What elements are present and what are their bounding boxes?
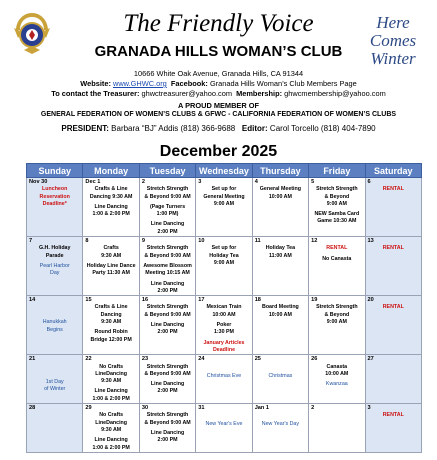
event-text: 11:00 AM xyxy=(269,252,292,259)
holiday-label: 1st Day xyxy=(45,378,64,385)
alert-text: RENTAL xyxy=(326,245,348,252)
day-number: 9 xyxy=(141,238,145,245)
alert-text: Reservation xyxy=(39,193,70,200)
day-number: 8 xyxy=(85,238,89,245)
calendar-day-cell xyxy=(309,355,365,404)
spacer xyxy=(142,217,193,220)
day-number: 28 xyxy=(29,405,36,412)
day-number: 2 xyxy=(311,405,315,412)
day-number: 24 xyxy=(198,356,205,363)
event-text: Line Dancing xyxy=(150,221,185,228)
event-text: General Meeting xyxy=(203,193,245,200)
event-text: 2:00 PM xyxy=(157,388,178,395)
event-text: 1:00 & 2:00 PM xyxy=(92,211,130,218)
event-text: 1:00 PM) xyxy=(156,211,179,218)
day-number: 22 xyxy=(85,356,92,363)
calendar-day-cell xyxy=(196,178,252,237)
day-number: Dec 1 xyxy=(85,179,101,185)
day-number: 29 xyxy=(85,405,92,412)
spacer xyxy=(29,315,80,318)
event-text: Parade xyxy=(45,252,64,259)
calendar-day-cell xyxy=(83,355,139,404)
weekday-friday: Friday xyxy=(309,164,365,178)
spacer xyxy=(85,384,136,387)
event-text: Awesome Blossom xyxy=(143,262,192,269)
calendar-day-cell xyxy=(196,296,252,355)
spacer xyxy=(142,259,193,262)
event-text: 9:00 AM xyxy=(213,200,235,207)
event-text: Mexican Train xyxy=(206,304,242,311)
weekday-wednesday: Wednesday xyxy=(196,164,252,178)
spacer xyxy=(311,207,362,210)
calendar-day-cell xyxy=(139,355,195,404)
event-text: Line Dancing xyxy=(94,388,128,395)
event-text: Holiday Line Dance xyxy=(86,262,136,269)
calendar-day-cell xyxy=(27,296,83,355)
weekday-monday: Monday xyxy=(83,164,139,178)
calendar-day-cell xyxy=(27,237,83,296)
calendar-day-cell xyxy=(252,404,308,453)
day-number: 11 xyxy=(254,238,261,245)
weekday-saturday: Saturday xyxy=(365,164,421,178)
day-number: 15 xyxy=(85,297,92,304)
event-text: Set up for xyxy=(211,245,237,252)
calendar-day-cell xyxy=(252,237,308,296)
spacer xyxy=(198,336,249,339)
event-text: Stretch Strength xyxy=(146,363,189,370)
day-number: 17 xyxy=(198,297,205,304)
spacer xyxy=(198,318,249,321)
spacer xyxy=(198,369,249,372)
alert-text: Deadline* xyxy=(42,200,67,207)
alert-text: Deadline xyxy=(212,346,236,353)
alert-text: Luncheon xyxy=(42,186,68,193)
calendar-week-row xyxy=(27,404,422,453)
calendar-day-cell xyxy=(365,404,421,453)
spacer xyxy=(85,325,136,328)
calendar-day-cell xyxy=(365,237,421,296)
calendar-day-cell xyxy=(139,237,195,296)
officers-line: PRESIDENT: Barbara “BJ” Addis (818) 366-9688 Editor: Carol Torcello (818) 404-7890 xyxy=(61,124,376,133)
event-text: Line Dancing xyxy=(150,429,185,436)
spacer xyxy=(142,200,193,203)
event-text: 9:30 AM xyxy=(101,319,122,326)
spacer xyxy=(142,318,193,321)
event-text: & Beyond xyxy=(324,193,350,200)
calendar-day-cell xyxy=(139,296,195,355)
membership-email[interactable]: ghwcmembership@yahoo.com xyxy=(284,89,386,98)
calendar-week-row xyxy=(27,178,422,237)
calendar-day-cell xyxy=(83,237,139,296)
event-text: Board Meeting xyxy=(262,304,299,311)
calendar-day-cell xyxy=(139,404,195,453)
calendar-week-row xyxy=(27,296,422,355)
day-number: 18 xyxy=(254,297,261,304)
event-text: Stretch Strength xyxy=(146,304,189,311)
event-text: Poker xyxy=(216,322,232,329)
event-text: General Meeting xyxy=(259,186,301,193)
club-name: GRANADA HILLS WOMAN’S CLUB xyxy=(94,43,343,60)
calendar-day-cell xyxy=(196,404,252,453)
day-number: 12 xyxy=(311,238,318,245)
event-text: 2:00 PM xyxy=(157,437,178,444)
event-text: 2:00 PM xyxy=(157,329,178,336)
event-text: 2:00 PM xyxy=(157,287,178,294)
event-text: & Beyond 9:00 AM xyxy=(144,370,191,377)
day-number: 27 xyxy=(367,356,374,363)
calendar-day-cell xyxy=(365,355,421,404)
calendar-day-cell xyxy=(309,237,365,296)
event-text: Stretch Strength xyxy=(146,186,189,193)
event-text: NEW Samba Card xyxy=(314,211,360,218)
calendar-week-row xyxy=(27,355,422,404)
event-text: Line Dancing xyxy=(94,203,128,210)
calendar-day-cell xyxy=(309,296,365,355)
calendar-day-cell xyxy=(196,355,252,404)
event-text: Round Robin xyxy=(94,329,128,336)
weekday-header-row xyxy=(27,164,422,178)
alert-text: RENTAL xyxy=(382,304,404,311)
day-number: 6 xyxy=(367,179,371,185)
event-text: Set up for xyxy=(211,186,237,193)
event-text: 10:00 AM xyxy=(268,311,292,318)
event-text: 1:30 PM xyxy=(213,329,234,336)
day-number: 30 xyxy=(141,405,149,412)
treasurer-email[interactable]: ghwctreasurer@yahoo.com xyxy=(141,89,232,98)
event-text: 1:00 & 2:00 PM xyxy=(92,444,130,451)
spacer xyxy=(85,259,136,262)
spacer xyxy=(142,377,193,380)
event-text: & Beyond 9:00 AM xyxy=(144,311,191,318)
alert-text: RENTAL xyxy=(382,245,404,252)
editor: Carol Torcello (818) 404-7890 xyxy=(269,124,376,133)
facebook-page: Granada Hills Woman’s Club Members Page xyxy=(209,79,357,88)
event-text: Canasta xyxy=(326,363,348,370)
day-number: 19 xyxy=(311,297,318,304)
spacer xyxy=(255,369,306,372)
day-number: 13 xyxy=(367,238,374,245)
website-line: Website: www.GHWC.org Facebook: Granada Hills Woman’s Club Members Page xyxy=(80,79,357,88)
day-number: 16 xyxy=(141,297,149,304)
calendar-day-cell xyxy=(83,178,139,237)
calendar-day-cell xyxy=(252,296,308,355)
event-text: & Beyond 9:00 AM xyxy=(144,252,191,259)
alert-text: RENTAL xyxy=(382,186,404,193)
event-text: Stretch Strength xyxy=(146,412,189,419)
alert-text: January Articles xyxy=(203,339,245,346)
day-number: 25 xyxy=(254,356,261,363)
weekday-thursday: Thursday xyxy=(252,164,308,178)
event-text: Holiday Tea xyxy=(265,245,296,252)
holiday-label: Kwanzaa xyxy=(325,381,348,388)
holiday-label: Christmas Eve xyxy=(206,372,242,379)
event-text: 10:00 AM xyxy=(212,311,236,318)
event-text: 2:00 PM xyxy=(157,228,178,235)
newsletter-title: The Friendly Voice xyxy=(123,10,314,37)
event-text: 9:30 AM xyxy=(101,378,122,385)
calendar-day-cell xyxy=(27,355,83,404)
holiday-label: Pearl Harbor xyxy=(39,262,70,269)
day-number: 2 xyxy=(141,179,145,185)
event-text: No Canasta xyxy=(322,255,352,262)
spacer xyxy=(255,417,306,420)
event-text: Stretch Strength xyxy=(316,304,358,311)
spacer xyxy=(85,433,136,436)
event-text: Line Dancing xyxy=(150,280,185,287)
calendar-month-title: December 2025 xyxy=(159,143,278,160)
calendar-day-cell xyxy=(309,178,365,237)
event-text: No Crafts xyxy=(99,363,124,370)
day-number: 21 xyxy=(29,356,36,363)
holiday-label: New Year's Eve xyxy=(205,421,243,428)
holiday-label: Christmas xyxy=(268,372,293,379)
holiday-label: Begins xyxy=(46,326,63,333)
day-number: 5 xyxy=(311,179,315,185)
event-text: Holiday Tea xyxy=(209,252,239,259)
event-text: Crafts xyxy=(103,245,119,252)
weekday-sunday: Sunday xyxy=(27,164,83,178)
event-text: Dancing 9:30 AM xyxy=(89,193,133,200)
proud-member-line: A PROUD MEMBER OF xyxy=(177,101,260,110)
day-number: 3 xyxy=(198,179,202,185)
contact-line: To contact the Treasurer: ghwctreasurer@yahoo.com Membership: ghwcmembership@yahoo.com xyxy=(51,89,386,98)
calendar-day-cell xyxy=(139,178,195,237)
event-text: Stretch Strength xyxy=(316,186,358,193)
day-number: 3 xyxy=(367,405,371,412)
winter-tagline: Here Comes Winter xyxy=(369,13,417,68)
calendar-day-cell xyxy=(83,296,139,355)
spacer xyxy=(29,259,80,262)
event-text: 10:00 AM xyxy=(325,370,349,377)
calendar-day-cell xyxy=(196,237,252,296)
calendar-week-row xyxy=(27,237,422,296)
calendar-day-cell xyxy=(83,404,139,453)
event-text: LineDancing xyxy=(95,370,128,377)
spacer xyxy=(142,426,193,429)
event-text: Game 10:30 AM xyxy=(317,218,357,225)
event-text: Line Dancing xyxy=(150,322,185,329)
day-number: 14 xyxy=(29,297,36,304)
calendar-day-cell xyxy=(252,355,308,404)
weekday-tuesday: Tuesday xyxy=(139,164,195,178)
event-text: 9:00 AM xyxy=(326,319,347,326)
event-text: 9:00 AM xyxy=(213,259,235,266)
day-number: 23 xyxy=(141,356,149,363)
day-number: Nov 30 xyxy=(29,179,48,185)
holiday-label: New Year's Day xyxy=(261,421,300,428)
club-address: 10666 White Oak Avenue, Granada Hills, CA 91344 xyxy=(133,69,304,78)
event-text: No Crafts xyxy=(99,412,124,419)
event-text: Line Dancing xyxy=(150,381,185,388)
event-text: Meeting 10:15 AM xyxy=(145,270,190,277)
calendar-day-cell xyxy=(365,296,421,355)
event-text: Line Dancing xyxy=(94,437,128,444)
day-number: 10 xyxy=(198,238,205,245)
event-text: (Page Turners xyxy=(149,203,186,210)
event-text: 10:00 AM xyxy=(268,193,292,200)
spacer xyxy=(311,377,362,380)
calendar-day-cell xyxy=(27,404,83,453)
website-link[interactable]: www.GHWC.org xyxy=(113,79,167,88)
event-text: 1:00 & 2:00 PM xyxy=(92,395,130,402)
calendar-day-cell xyxy=(309,404,365,453)
holiday-label: Day xyxy=(50,270,60,277)
spacer xyxy=(29,375,80,378)
event-text: G.H. Holiday xyxy=(38,245,71,252)
calendar-day-cell xyxy=(27,178,83,237)
event-text: 9:00 AM xyxy=(326,200,347,207)
alert-text: RENTAL xyxy=(382,412,404,419)
spacer xyxy=(85,200,136,203)
event-text: & Beyond 9:00 AM xyxy=(144,419,191,426)
december-calendar xyxy=(26,163,422,453)
president: Barbara “BJ” Addis (818) 366-9688 xyxy=(111,124,236,133)
event-text: Party 11:30 AM xyxy=(92,270,130,277)
event-text: Stretch Strength xyxy=(146,245,189,252)
event-text: LineDancing xyxy=(95,419,128,426)
day-number: Jan 1 xyxy=(254,405,269,412)
federation-line: GENERAL FEDERATION OF WOMEN’S CLUBS & GFWC - CALIFORNIA FEDERATION OF WOMEN’S CLUBS xyxy=(40,111,397,118)
calendar-day-cell xyxy=(365,178,421,237)
event-text: 9:30 AM xyxy=(101,252,122,259)
holiday-label: Hanukkah xyxy=(42,319,67,326)
day-number: 31 xyxy=(198,405,205,412)
holiday-label: of Winter xyxy=(44,385,66,392)
spacer xyxy=(142,277,193,280)
event-text: Crafts & Line xyxy=(94,186,128,193)
event-text: Crafts & Line xyxy=(94,304,128,311)
event-text: Dancing xyxy=(100,311,122,318)
event-text: Bridge 12:00 PM xyxy=(90,336,132,343)
spacer xyxy=(311,252,362,255)
day-number: 4 xyxy=(254,179,258,185)
event-text: 9:30 AM xyxy=(101,426,122,433)
day-number: 7 xyxy=(29,238,33,245)
day-number: 20 xyxy=(367,297,374,304)
calendar-day-cell xyxy=(252,178,308,237)
event-text: & Beyond xyxy=(324,311,350,318)
event-text: & Beyond 9:00 AM xyxy=(144,193,191,200)
spacer xyxy=(198,417,249,420)
day-number: 26 xyxy=(311,356,318,363)
